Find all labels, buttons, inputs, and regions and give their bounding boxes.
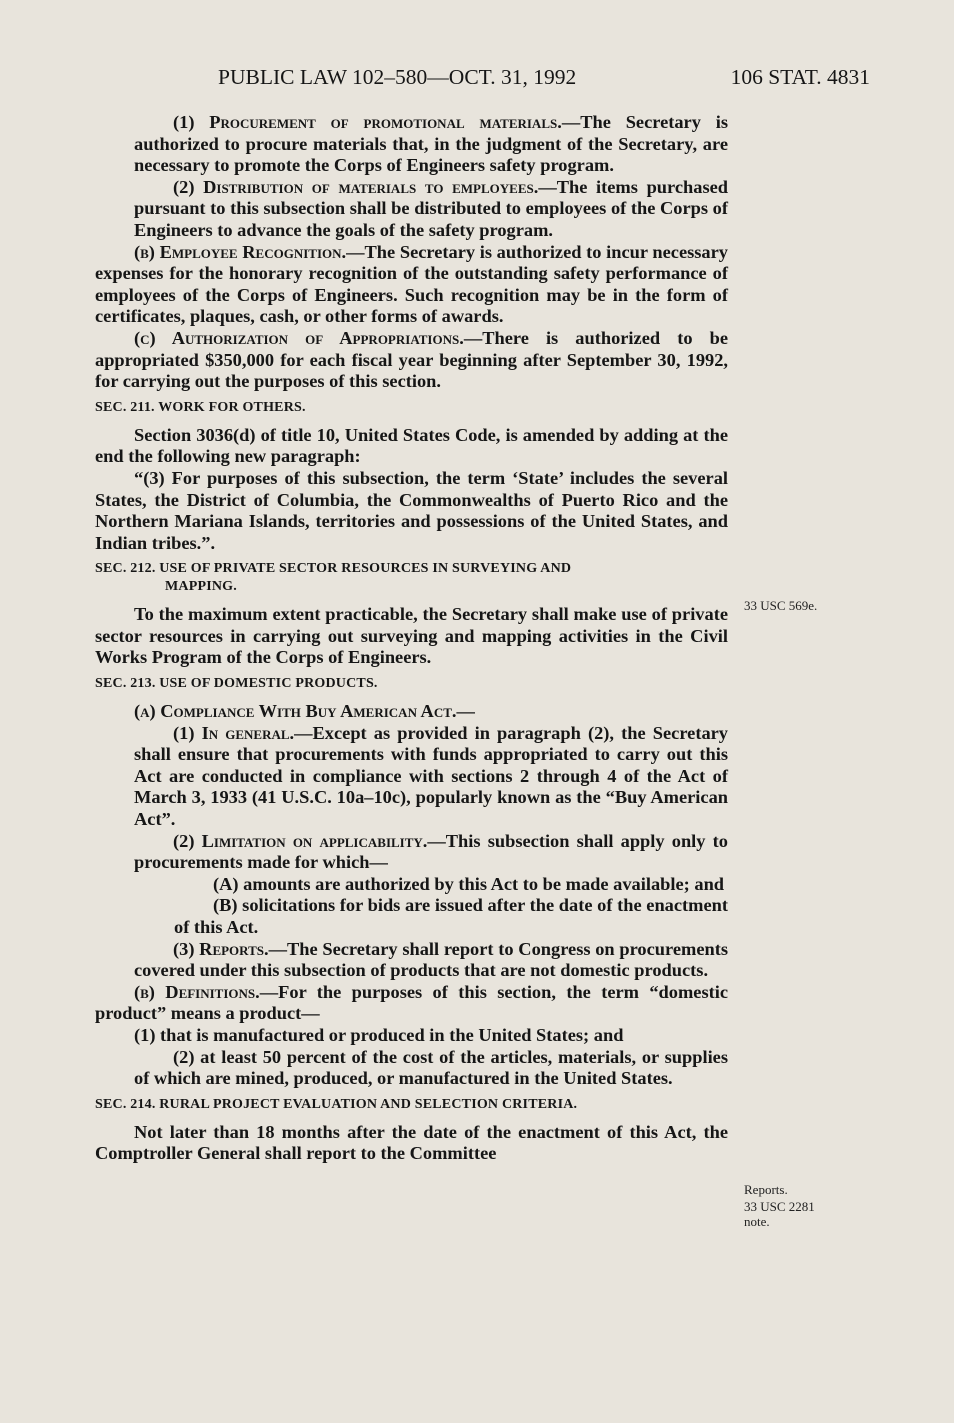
paragraph: (c) Authorization of Appropriations.—There is authorized to be appropriated $350,000 for each fiscal year beginning after September 30, 1992, for carrying out the purposes of this section. (95, 327, 728, 392)
section-heading: SEC. 213. USE OF DOMESTIC PRODUCTS. (95, 676, 378, 692)
paragraph: (1) that is manufactured or produced in the United States; and (134, 1024, 624, 1045)
paragraph: (1) In general.—Except as provided in paragraph (2), the Secretary shall ensure that procurements with funds appropriated to carry out this Act are conducted in compliance with sections 2 through 4 of the Act of March 3, 1933 (41 U.S.C. 10a–10c), popularly known as the “Buy American Act”. (134, 722, 728, 830)
paragraph: (A) amounts are authorized by this Act to be made available; and (213, 873, 725, 894)
paragraph: Section 3036(d) of title 10, United States Code, is amended by adding at the end the following new paragraph: (95, 424, 728, 467)
paragraph: Not later than 18 months after the date of the enactment of this Act, the Comptroller General shall report to the Committee (95, 1121, 728, 1164)
paragraph: (b) Employee Recognition.—The Secretary is authorized to incur necessary expenses for the honorary recognition of the outstanding safety performance of employees of the Corps of Engineers. Such recognition may be in the form of certificates, plaques, cash, or other forms of awards. (95, 241, 728, 327)
margin-note: 33 USC 2281 (744, 1199, 815, 1214)
paragraph: (2) Distribution of materials to employees.—The items purchased pursuant to this subsection shall be distributed to employees of the Corps of Engineers to advance the goals of the safety program. (134, 176, 728, 240)
paragraph: “(3) For purposes of this subsection, the term ‘State’ includes the several States, the District of Columbia, the Commonwealths of Puerto Rico and the Northern Mariana Islands, territories and possessions of the United States, and Indian tribes.”. (95, 467, 728, 553)
paragraph: (2) Limitation on applicability.—This subsection shall apply only to procurements made for which— (134, 830, 728, 873)
paragraph: (b) Definitions.—For the purposes of this section, the term “domestic product” means a product— (95, 981, 728, 1024)
paragraph: (3) Reports.—The Secretary shall report to Congress on procurements covered under this subsection of products that are not domestic products. (134, 938, 728, 981)
paragraph: (B) solicitations for bids are issued after the date of the enactment of this Act. (174, 895, 728, 937)
margin-note: note. (744, 1214, 770, 1229)
paragraph: To the maximum extent practicable, the Secretary shall make use of private sector resources in carrying out surveying and mapping activities in the Civil Works Program of the Corps of Engineers. (95, 604, 728, 668)
paragraph: (a) Compliance With Buy American Act.— (134, 701, 475, 722)
paragraph: (2) at least 50 percent of the cost of the articles, materials, or supplies of which are mined, produced, or manufactured in the United States. (134, 1046, 728, 1089)
header-page-number: 106 STAT. 4831 (730, 65, 870, 89)
margin-note: 33 USC 569e. (744, 598, 818, 613)
section-heading: SEC. 214. RURAL PROJECT EVALUATION AND SELECTION CRITERIA. (95, 1096, 578, 1112)
margin-note: Reports. (744, 1182, 788, 1197)
text-column (95, 112, 728, 1165)
paragraph: (1) Procurement of promotional materials.—The Secretary is authorized to procure materials that, in the judgment of the Secretary, are necessary to promote the Corps of Engineers safety program. (134, 112, 729, 176)
header-title: PUBLIC LAW 102–580—OCT. 31, 1992 (218, 65, 577, 89)
section-heading: SEC. 211. WORK FOR OTHERS. (95, 399, 306, 415)
section-heading: SEC. 212. USE OF PRIVATE SECTOR RESOURCES IN SURVEYING AND MAPPING. (95, 561, 572, 595)
